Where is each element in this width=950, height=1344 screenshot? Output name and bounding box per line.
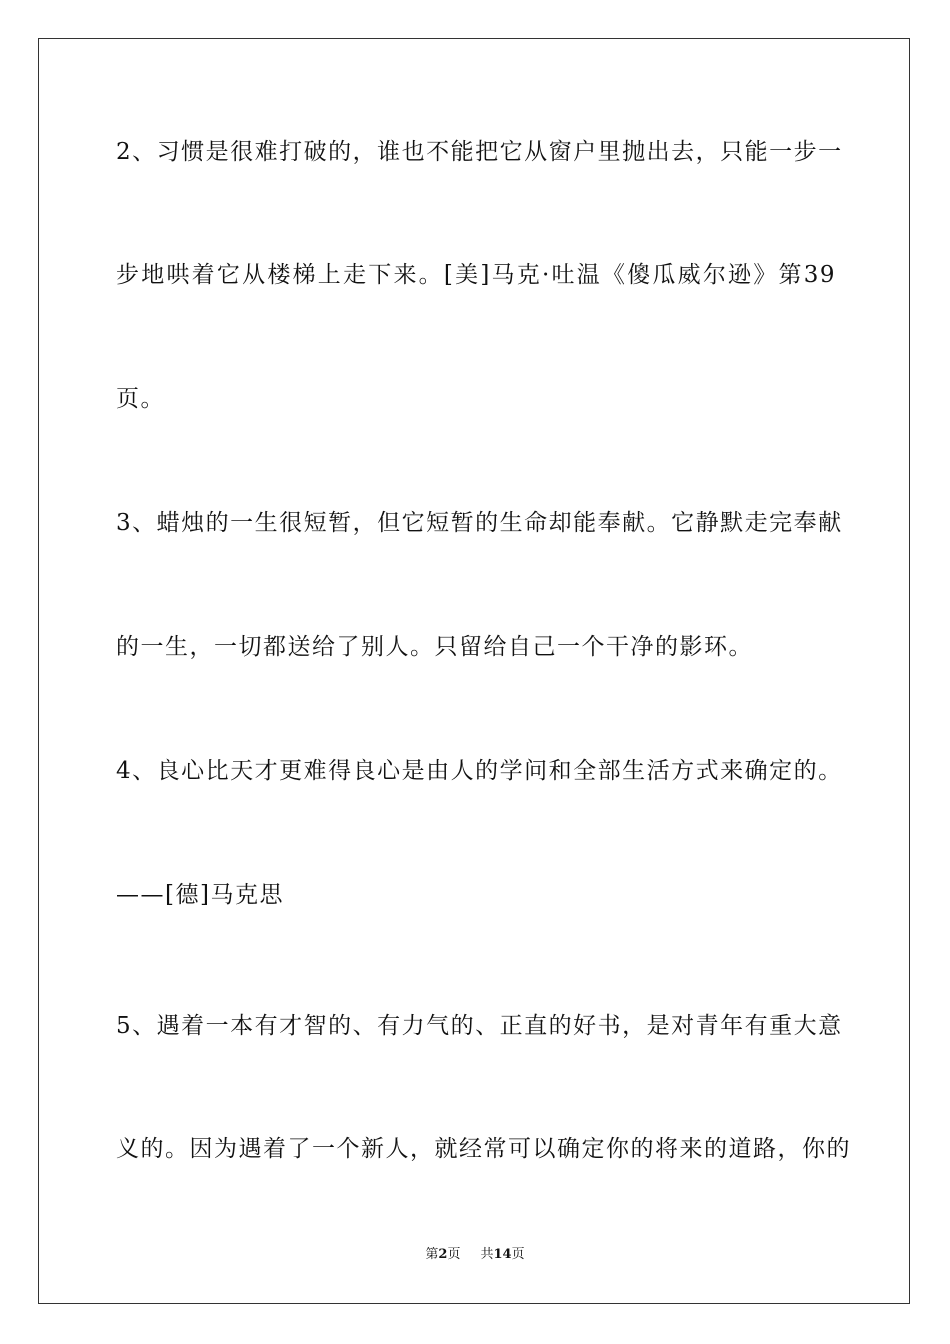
text-line-3: 页。	[116, 386, 165, 412]
page-prefix: 第	[425, 1247, 439, 1262]
total-prefix: 共	[480, 1247, 494, 1262]
text-line-8: 5、遇着一本有才智的、有力气的、正直的好书，是对青年有重大意	[116, 1013, 843, 1039]
text-line-5: 的一生，一切都送给了别人。只留给自己一个干净的影环。	[116, 634, 753, 660]
text-line-6: 4、良心比天才更难得良心是由人的学问和全部生活方式来确定的。	[116, 758, 843, 784]
text-line-1: 2、习惯是很难打破的，谁也不能把它从窗户里抛出去，只能一步一	[116, 139, 843, 165]
page-border	[38, 38, 910, 1304]
attribution-line: ——[德]马克思	[116, 882, 284, 908]
page-suffix: 页	[447, 1247, 461, 1262]
total-pages: 14	[493, 1247, 512, 1262]
text-line-4: 3、蜡烛的一生很短暂，但它短暂的生命却能奉献。它静默走完奉献	[116, 510, 843, 536]
text-line-2: 步地哄着它从楼梯上走下来。[美]马克·吐温《傻瓜威尔逊》第39	[116, 262, 836, 288]
page-number: 2	[438, 1247, 448, 1262]
page-footer	[0, 1246, 950, 1264]
total-suffix: 页	[511, 1247, 525, 1262]
text-line-9: 义的。因为遇着了一个新人，就经常可以确定你的将来的道路，你的	[116, 1136, 851, 1162]
